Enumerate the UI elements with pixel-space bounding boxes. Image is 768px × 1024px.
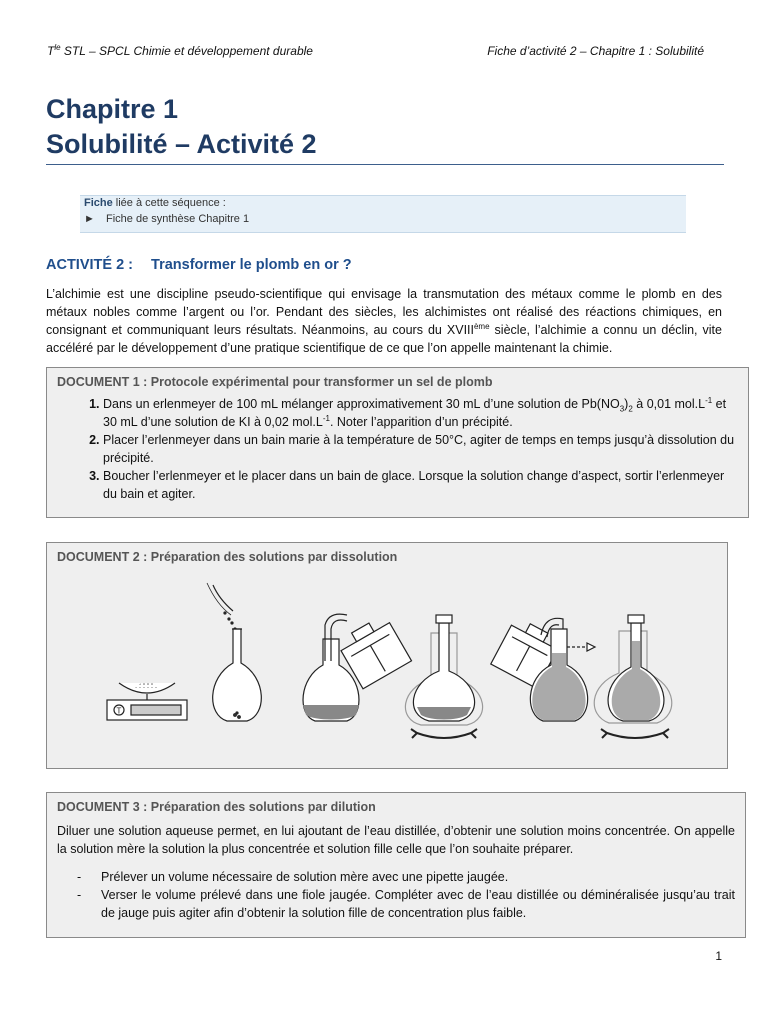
dilution-text: Diluer une solution aqueuse permet, en lui ajoutant de l’eau distillée, d’obtenir une solution moins concentrée. On appelle la solution mère la solution la plus concentrée et solution fille celle que l’on souhaite préparer. bbox=[57, 824, 735, 856]
dilution-step-1: - Prélever un volume nécessaire de solution mère avec une pipette jaugée. bbox=[57, 868, 735, 886]
header-level: T bbox=[47, 44, 55, 58]
activity-heading bbox=[46, 257, 352, 273]
document-3-title: DOCUMENT 3 : Préparation des solutions par dilution bbox=[57, 800, 376, 814]
step1-text-c: à 0,01 mol.L bbox=[632, 397, 706, 411]
page-title-line2: Solubilité – Activité 2 bbox=[46, 129, 317, 159]
linked-sheet-label: liée à cette séquence : bbox=[112, 197, 226, 209]
triangle-bullet-icon: ► bbox=[84, 213, 95, 225]
step1-text-a: Dans un erlenmeyer de 100 mL mélanger approximativement 30 mL d’une solution de Pb(NO bbox=[103, 397, 620, 411]
dilution-steps bbox=[57, 868, 735, 922]
page-header-right: Fiche d’activité 2 – Chapitre 1 : Solubilité bbox=[487, 44, 704, 58]
linked-sheet-label-bold: Fiche bbox=[84, 197, 113, 209]
document-1-box bbox=[46, 367, 749, 518]
document-2-title: DOCUMENT 2 : Préparation des solutions par dissolution bbox=[57, 550, 398, 564]
balance-icon bbox=[107, 682, 187, 721]
protocol-step-2: 2. Placer l’erlenmeyer dans un bain marie à la température de 50°C, agiter de temps en temps jusqu’à dissolution du précipité. bbox=[103, 431, 738, 467]
linked-sheet-box bbox=[80, 195, 686, 233]
flask-swirl-icon bbox=[405, 615, 482, 738]
step1-text-b: ) bbox=[624, 397, 629, 411]
step1-sup1: -1 bbox=[705, 395, 713, 405]
document-1-title: DOCUMENT 1 : Protocole expérimental pour transformer un sel de plomb bbox=[57, 375, 493, 389]
intro-text-2: siècle, l’alchimie a connu un déclin, vite accéléré par le développement d’une pratique scientifique de ce que l’on appelle maintenant la chimie. bbox=[46, 323, 722, 355]
document-2-box bbox=[46, 542, 728, 769]
linked-sheet-link[interactable]: Fiche de synthèse Chapitre 1 bbox=[106, 213, 250, 225]
document-3-box bbox=[46, 792, 746, 938]
intro-sup: ème bbox=[473, 321, 490, 331]
dissolution-illustration bbox=[47, 543, 729, 770]
step1-text-e: . Noter l’apparition d’un précipité. bbox=[329, 415, 513, 429]
activity-title: Transformer le plomb en or ? bbox=[151, 257, 352, 273]
header-level-sup: le bbox=[54, 43, 61, 52]
flask-adjust-icon bbox=[491, 616, 595, 721]
step1-sub: 3 bbox=[619, 404, 625, 414]
volumetric-flask-powder-icon bbox=[207, 583, 261, 721]
page-title bbox=[46, 92, 724, 165]
page-title-line1: Chapitre 1 bbox=[46, 94, 179, 124]
balance-label: T bbox=[116, 706, 122, 716]
step1-text-d: et 30 mL d’une solution de KI à 0,02 mol.L bbox=[103, 397, 727, 429]
protocol-steps bbox=[57, 395, 738, 503]
intro-paragraph bbox=[46, 285, 722, 357]
activity-label: ACTIVITÉ 2 : bbox=[46, 257, 134, 273]
protocol-step-1 bbox=[103, 395, 738, 431]
protocol-step-3: 3. Boucher l’erlenmeyer et le placer dans un bain de glace. Lorsque la solution change d’aspect, sortir l’erlenmeyer du bain et agiter. bbox=[103, 467, 738, 503]
flask-filling-icon bbox=[303, 614, 412, 721]
header-course: STL – SPCL Chimie et développement durable bbox=[60, 44, 313, 58]
step1-sub2: 2 bbox=[628, 404, 633, 414]
page-number: 1 bbox=[715, 949, 722, 963]
flask-final-swirl-icon bbox=[594, 615, 672, 738]
page-header-left bbox=[47, 44, 313, 58]
step1-sup2: -1 bbox=[322, 413, 330, 423]
dilution-step-2: - Verser le volume prélevé dans une fiole jaugée. Compléter avec de l’eau distillée ou déminéralisée jusqu’au trait de jauge puis agiter afin d’obtenir la solution fille de concentration plus faible. bbox=[57, 886, 735, 922]
intro-text-1: L’alchimie est une discipline pseudo-scientifique qui envisage la transmutation des métaux comme le plomb en des métaux nobles comme l’argent ou l’or. Pendant des siècles, les alchimistes ont réalisé des réactions chimiques, en consignant et communiquant leurs résultats. Néanmoins, au cours du XVIII bbox=[46, 287, 722, 337]
